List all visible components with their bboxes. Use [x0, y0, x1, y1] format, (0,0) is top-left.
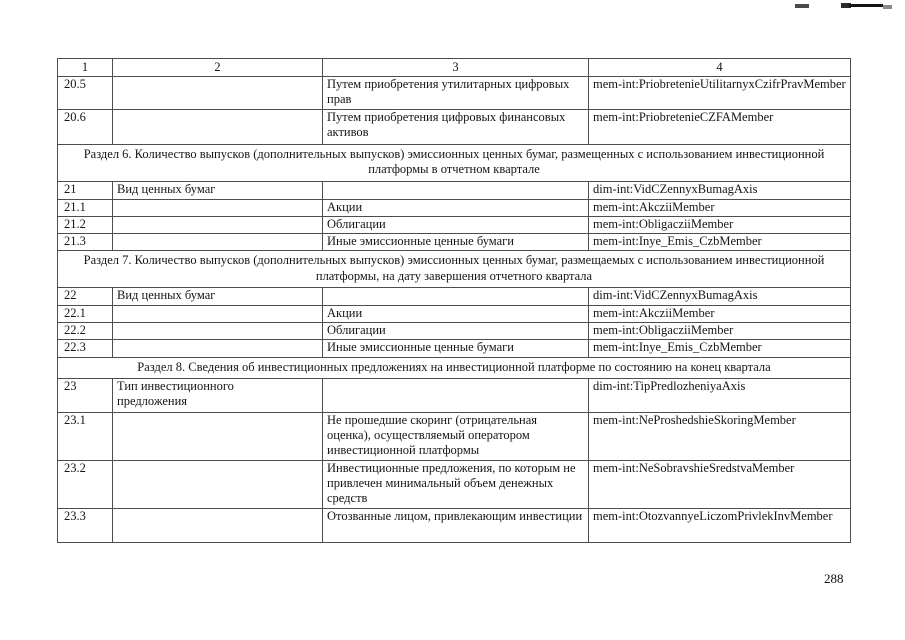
page-number: 288	[824, 571, 844, 586]
item-cell: Отозванные лицом, привлекающим инвестиции	[323, 508, 589, 542]
row-number: 20.6	[58, 110, 113, 145]
code-cell: dim-int:TipPredlozheniyaAxis	[589, 378, 851, 412]
section-7-header-row	[58, 251, 851, 288]
section-6-header-row	[58, 145, 851, 182]
section-title: Раздел 8. Сведения об инвестиционных предложениях на инвестиционной платформе по состоянию на конец квартала	[58, 357, 851, 378]
item-cell	[323, 378, 589, 412]
category-cell	[113, 77, 323, 110]
category-cell	[113, 378, 323, 412]
category-cell	[113, 323, 323, 340]
section-8-header-row	[58, 357, 851, 378]
row-number: 21.3	[58, 234, 113, 251]
row-number: 21.1	[58, 199, 113, 216]
row-number: 23.2	[58, 460, 113, 508]
table-row-21-1	[58, 199, 851, 216]
category-text: Тип инвестиционного предложения	[117, 378, 234, 408]
category-cell	[113, 234, 323, 251]
section-title: Раздел 7. Количество выпусков (дополнительных выпусков) эмиссионных ценных бумаг, размещаемых с использованием инвестиционной платформы, на дату завершения отчетного квартала	[58, 251, 851, 288]
column-number-header-row	[58, 59, 851, 77]
category-cell	[113, 412, 323, 460]
row-number: 22.1	[58, 305, 113, 322]
item-cell: Не прошедшие скоринг (отрицательная оценка), осуществляемый оператором инвестиционной платформы	[323, 412, 589, 460]
category-cell	[113, 305, 323, 322]
category-cell	[113, 199, 323, 216]
row-number: 23	[58, 378, 113, 412]
xbrl-mapping-table	[57, 58, 851, 543]
code-cell: mem-int:PriobretenieUtilitarnyxCzifrPravMember	[589, 77, 851, 110]
code-cell: dim-int:VidCZennyxBumagAxis	[589, 287, 851, 305]
item-cell: Иные эмиссионные ценные бумаги	[323, 234, 589, 251]
row-number: 20.5	[58, 77, 113, 110]
table-row-21-2	[58, 216, 851, 233]
item-cell	[323, 181, 589, 199]
category-cell	[113, 340, 323, 357]
table-row-21	[58, 181, 851, 199]
table-row-20-5	[58, 77, 851, 110]
item-cell: Путем приобретения цифровых финансовых активов	[323, 110, 589, 145]
code-cell: mem-int:Inye_Emis_CzbMember	[589, 234, 851, 251]
table-row-22-3	[58, 340, 851, 357]
code-cell: mem-int:PriobretenieCZFAMember	[589, 110, 851, 145]
table-row-23-3	[58, 508, 851, 542]
column-header-1: 1	[58, 59, 113, 77]
column-header-3: 3	[323, 59, 589, 77]
table-row-23	[58, 378, 851, 412]
code-cell: dim-int:VidCZennyxBumagAxis	[589, 181, 851, 199]
code-cell: mem-int:ObligacziiMember	[589, 216, 851, 233]
table-row-20-6	[58, 110, 851, 145]
table-row-22	[58, 287, 851, 305]
item-cell	[323, 287, 589, 305]
category-cell	[113, 508, 323, 542]
category-cell	[113, 216, 323, 233]
table-row-21-3	[58, 234, 851, 251]
item-cell: Облигации	[323, 323, 589, 340]
item-cell: Облигации	[323, 216, 589, 233]
category-cell: Вид ценных бумаг	[113, 181, 323, 199]
code-cell: mem-int:NeSobravshieSredstvaMember	[589, 460, 851, 508]
code-cell: mem-int:Inye_Emis_CzbMember	[589, 340, 851, 357]
column-header-2: 2	[113, 59, 323, 77]
category-cell	[113, 110, 323, 145]
category-cell	[113, 460, 323, 508]
item-cell: Акции	[323, 305, 589, 322]
item-cell: Инвестиционные предложения, по которым не привлечен минимальный объем денежных средств	[323, 460, 589, 508]
row-number: 23.1	[58, 412, 113, 460]
scan-artifact-dash	[795, 4, 809, 8]
row-number: 22	[58, 287, 113, 305]
code-cell: mem-int:AkcziiMember	[589, 305, 851, 322]
row-number: 23.3	[58, 508, 113, 542]
scan-artifact-line	[849, 4, 883, 7]
table-row-23-2	[58, 460, 851, 508]
item-cell: Иные эмиссионные ценные бумаги	[323, 340, 589, 357]
table-row-22-1	[58, 305, 851, 322]
scan-artifact-smudge	[883, 5, 892, 9]
table-row-22-2	[58, 323, 851, 340]
row-number: 22.3	[58, 340, 113, 357]
code-cell: mem-int:OtozvannyeLiczomPrivlekInvMember	[589, 508, 851, 542]
row-number: 21.2	[58, 216, 113, 233]
table-row-23-1	[58, 412, 851, 460]
row-number: 21	[58, 181, 113, 199]
item-cell: Акции	[323, 199, 589, 216]
column-header-4: 4	[589, 59, 851, 77]
code-cell: mem-int:AkcziiMember	[589, 199, 851, 216]
code-cell: mem-int:NeProshedshieSkoringMember	[589, 412, 851, 460]
code-cell: mem-int:ObligacziiMember	[589, 323, 851, 340]
section-title: Раздел 6. Количество выпусков (дополнительных выпусков) эмиссионных ценных бумаг, размещенных с использованием инвестиционной платформы в отчетном квартале	[58, 145, 851, 182]
category-cell: Вид ценных бумаг	[113, 287, 323, 305]
row-number: 22.2	[58, 323, 113, 340]
item-cell: Путем приобретения утилитарных цифровых прав	[323, 77, 589, 110]
